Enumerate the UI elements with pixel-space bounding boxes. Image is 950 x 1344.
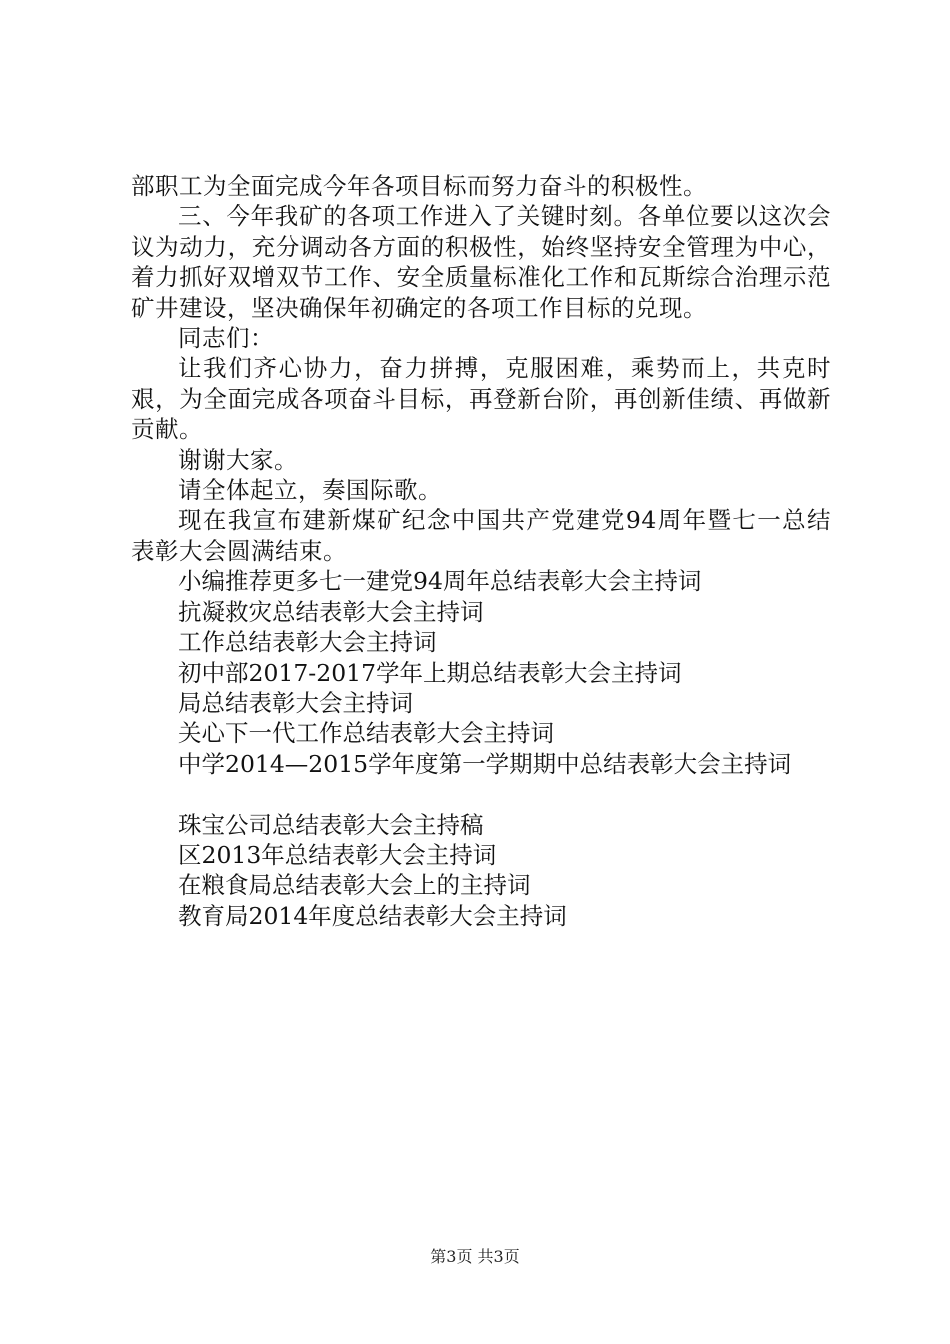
paragraph-appeal: 让我们齐心协力，奋力拼搏，克服困难，乘势而上，共克时艰，为全面完成各项奋斗目标，再登新台阶，再创新佳绩、再做新贡献。 <box>131 354 831 444</box>
paragraph-closing: 现在我宣布建新煤矿纪念中国共产党建党94周年暨七一总结表彰大会圆满结束。 <box>131 506 831 565</box>
related-link[interactable]: 局总结表彰大会主持词 <box>178 688 413 717</box>
body-text <box>131 171 831 931</box>
related-link[interactable]: 初中部2017-2017学年上期总结表彰大会主持词 <box>178 658 682 687</box>
related-link[interactable]: 工作总结表彰大会主持词 <box>178 628 437 657</box>
paragraph-point-three: 三、今年我矿的各项工作进入了关键时刻。各单位要以这次会议为动力，充分调动各方面的积极性，始终坚持安全管理为中心，着力抓好双增双节工作、安全质量标准化工作和瓦斯综合治理示范矿井建设，坚决确保年初确定的各项工作目标的兑现。 <box>131 202 831 322</box>
paragraph-anthem: 请全体起立，奏国际歌。 <box>178 476 442 505</box>
related-link[interactable]: 在粮食局总结表彰大会上的主持词 <box>178 871 531 900</box>
related-link[interactable]: 中学2014—2015学年度第一学期期中总结表彰大会主持词 <box>178 749 792 778</box>
related-link[interactable]: 关心下一代工作总结表彰大会主持词 <box>178 719 554 748</box>
related-link[interactable]: 抗凝救灾总结表彰大会主持词 <box>178 597 484 626</box>
paragraph-salutation: 同志们： <box>178 324 274 353</box>
related-heading: 小编推荐更多七一建党94周年总结表彰大会主持词 <box>178 567 702 596</box>
related-articles-list <box>131 566 831 931</box>
paragraph-continuation: 部职工为全面完成今年各项目标而努力奋斗的积极性。 <box>131 172 707 200</box>
page-number-footer: 第3页 共3页 <box>430 1247 520 1266</box>
related-link[interactable]: 区2013年总结表彰大会主持词 <box>178 840 497 869</box>
related-link[interactable]: 教育局2014年度总结表彰大会主持词 <box>178 901 567 930</box>
paragraph-thanks: 谢谢大家。 <box>178 445 298 474</box>
related-link[interactable]: 珠宝公司总结表彰大会主持稿 <box>178 810 484 839</box>
